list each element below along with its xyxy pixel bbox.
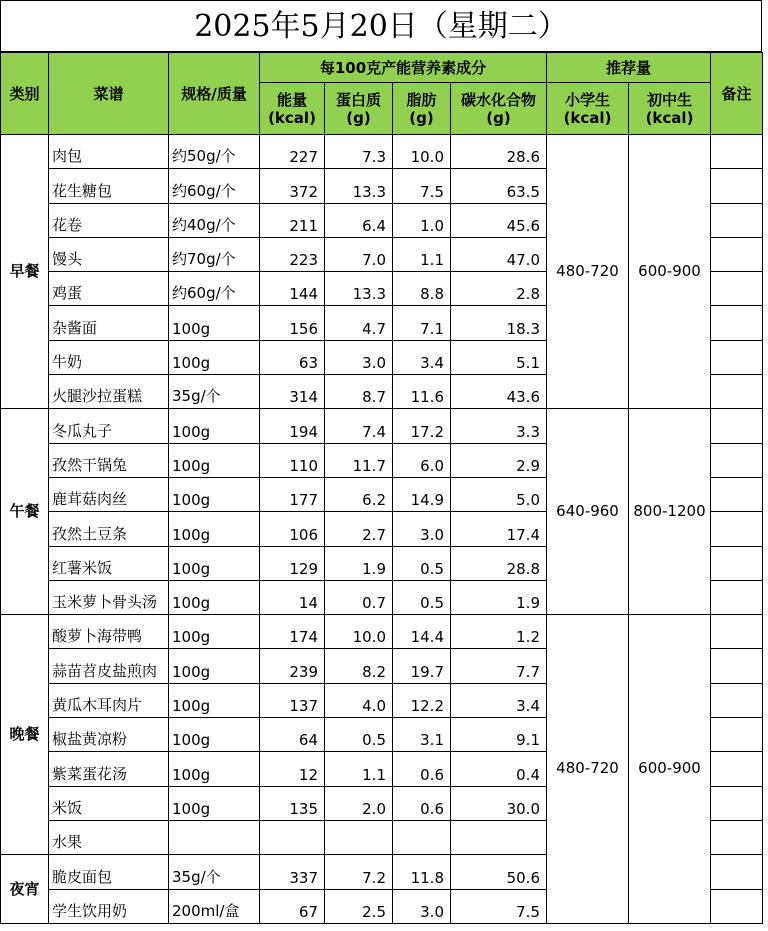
- energy-cell: 110: [260, 443, 325, 477]
- fat-cell: 6.0: [393, 443, 451, 477]
- note-cell: [711, 649, 763, 683]
- protein-cell: 6.2: [325, 477, 393, 511]
- fat-cell: 3.4: [393, 340, 451, 374]
- note-cell: [711, 546, 763, 580]
- protein-cell: 4.0: [325, 683, 393, 717]
- carb-cell: 1.2: [451, 615, 547, 649]
- carb-cell: 7.5: [451, 889, 547, 923]
- protein-cell: 7.2: [325, 855, 393, 889]
- carb-cell: [451, 820, 547, 854]
- spec-cell: 100g: [169, 683, 260, 717]
- energy-cell: 227: [260, 135, 325, 169]
- protein-cell: 2.5: [325, 889, 393, 923]
- fat-cell: 8.8: [393, 272, 451, 306]
- dish-name-cell: 冬瓜丸子: [49, 409, 169, 443]
- carb-cell: 30.0: [451, 786, 547, 820]
- spec-cell: [169, 820, 260, 854]
- dish-name-cell: 紫菜蛋花汤: [49, 752, 169, 786]
- energy-cell: 67: [260, 889, 325, 923]
- dish-name-cell: 黄瓜木耳肉片: [49, 683, 169, 717]
- carb-cell: 63.5: [451, 169, 547, 203]
- fat-cell: 0.5: [393, 580, 451, 614]
- energy-cell: 135: [260, 786, 325, 820]
- protein-cell: 8.7: [325, 375, 393, 409]
- note-cell: [711, 683, 763, 717]
- note-cell: [711, 718, 763, 752]
- spec-cell: 100g: [169, 580, 260, 614]
- fat-cell: [393, 820, 451, 854]
- note-cell: [711, 203, 763, 237]
- fat-cell: 11.6: [393, 375, 451, 409]
- note-cell: [711, 889, 763, 923]
- carb-cell: 5.0: [451, 477, 547, 511]
- spec-cell: 100g: [169, 477, 260, 511]
- dish-name-cell: 花卷: [49, 203, 169, 237]
- header-spec: 规格/质量: [169, 53, 260, 135]
- carb-cell: 0.4: [451, 752, 547, 786]
- note-cell: [711, 615, 763, 649]
- carb-cell: 28.6: [451, 135, 547, 169]
- dish-name-cell: 鸡蛋: [49, 272, 169, 306]
- protein-cell: 6.4: [325, 203, 393, 237]
- carb-cell: 5.1: [451, 340, 547, 374]
- energy-cell: 223: [260, 237, 325, 271]
- category-cell: 晚餐: [1, 615, 49, 855]
- carb-cell: 9.1: [451, 718, 547, 752]
- header-nutrition-group: 每100克产能营养素成分: [260, 53, 547, 83]
- protein-cell: 1.1: [325, 752, 393, 786]
- protein-cell: 2.0: [325, 786, 393, 820]
- protein-cell: [325, 820, 393, 854]
- recommend-primary-cell: 640-960: [547, 409, 629, 615]
- protein-cell: 3.0: [325, 340, 393, 374]
- recommend-primary-cell: 480-720: [547, 615, 629, 924]
- note-cell: [711, 237, 763, 271]
- energy-cell: [260, 820, 325, 854]
- table-row: [1, 615, 763, 649]
- fat-cell: 11.8: [393, 855, 451, 889]
- carb-cell: 7.7: [451, 649, 547, 683]
- recommend-junior-cell: 800-1200: [629, 409, 711, 615]
- spec-cell: 100g: [169, 546, 260, 580]
- nutrition-table: [0, 52, 763, 924]
- dish-name-cell: 花生糖包: [49, 169, 169, 203]
- spec-cell: 100g: [169, 752, 260, 786]
- category-cell: 夜宵: [1, 855, 49, 924]
- spec-cell: 35g/个: [169, 375, 260, 409]
- spec-cell: 100g: [169, 786, 260, 820]
- spec-cell: 约60g/个: [169, 272, 260, 306]
- note-cell: [711, 855, 763, 889]
- note-cell: [711, 512, 763, 546]
- carb-cell: 3.4: [451, 683, 547, 717]
- dish-name-cell: 馒头: [49, 237, 169, 271]
- fat-cell: 3.0: [393, 512, 451, 546]
- carb-cell: 47.0: [451, 237, 547, 271]
- protein-cell: 4.7: [325, 306, 393, 340]
- dish-name-cell: 孜然土豆条: [49, 512, 169, 546]
- note-cell: [711, 443, 763, 477]
- spec-cell: 35g/个: [169, 855, 260, 889]
- header-protein: 蛋白质 (g): [325, 83, 393, 135]
- dish-name-cell: 肉包: [49, 135, 169, 169]
- spec-cell: 100g: [169, 512, 260, 546]
- energy-cell: 177: [260, 477, 325, 511]
- note-cell: [711, 340, 763, 374]
- carb-cell: 18.3: [451, 306, 547, 340]
- energy-cell: 337: [260, 855, 325, 889]
- spec-cell: 100g: [169, 615, 260, 649]
- spec-cell: 约40g/个: [169, 203, 260, 237]
- carb-cell: 45.6: [451, 203, 547, 237]
- energy-cell: 314: [260, 375, 325, 409]
- fat-cell: 1.1: [393, 237, 451, 271]
- carb-cell: 2.8: [451, 272, 547, 306]
- protein-cell: 13.3: [325, 169, 393, 203]
- carb-cell: 43.6: [451, 375, 547, 409]
- header-note: 备注: [711, 53, 763, 135]
- protein-cell: 7.4: [325, 409, 393, 443]
- spec-cell: 100g: [169, 409, 260, 443]
- protein-cell: 2.7: [325, 512, 393, 546]
- dish-name-cell: 蒜苗苕皮盐煎肉: [49, 649, 169, 683]
- protein-cell: 0.7: [325, 580, 393, 614]
- note-cell: [711, 786, 763, 820]
- energy-cell: 129: [260, 546, 325, 580]
- spec-cell: 200ml/盒: [169, 889, 260, 923]
- dish-name-cell: 米饭: [49, 786, 169, 820]
- note-cell: [711, 752, 763, 786]
- dish-name-cell: 孜然干锅兔: [49, 443, 169, 477]
- header-recommend-group: 推荐量: [547, 53, 711, 83]
- fat-cell: 14.9: [393, 477, 451, 511]
- protein-cell: 7.3: [325, 135, 393, 169]
- carb-cell: 50.6: [451, 855, 547, 889]
- fat-cell: 1.0: [393, 203, 451, 237]
- protein-cell: 1.9: [325, 546, 393, 580]
- protein-cell: 11.7: [325, 443, 393, 477]
- header-carb: 碳水化合物 (g): [451, 83, 547, 135]
- header-dish: 菜谱: [49, 53, 169, 135]
- spec-cell: 100g: [169, 340, 260, 374]
- dish-name-cell: 水果: [49, 820, 169, 854]
- spec-cell: 约50g/个: [169, 135, 260, 169]
- fat-cell: 19.7: [393, 649, 451, 683]
- header-primary: 小学生 (kcal): [547, 83, 629, 135]
- energy-cell: 156: [260, 306, 325, 340]
- table-body: [1, 135, 763, 924]
- fat-cell: 0.6: [393, 752, 451, 786]
- recommend-primary-cell: 480-720: [547, 135, 629, 409]
- protein-cell: 13.3: [325, 272, 393, 306]
- note-cell: [711, 409, 763, 443]
- protein-cell: 10.0: [325, 615, 393, 649]
- note-cell: [711, 477, 763, 511]
- energy-cell: 137: [260, 683, 325, 717]
- fat-cell: 0.5: [393, 546, 451, 580]
- note-cell: [711, 820, 763, 854]
- energy-cell: 144: [260, 272, 325, 306]
- dish-name-cell: 玉米萝卜骨头汤: [49, 580, 169, 614]
- spec-cell: 约60g/个: [169, 169, 260, 203]
- fat-cell: 7.5: [393, 169, 451, 203]
- header-category: 类别: [1, 53, 49, 135]
- dish-name-cell: 鹿茸菇肉丝: [49, 477, 169, 511]
- dish-name-cell: 火腿沙拉蛋糕: [49, 375, 169, 409]
- fat-cell: 3.1: [393, 718, 451, 752]
- energy-cell: 174: [260, 615, 325, 649]
- energy-cell: 63: [260, 340, 325, 374]
- carb-cell: 1.9: [451, 580, 547, 614]
- spec-cell: 100g: [169, 306, 260, 340]
- fat-cell: 10.0: [393, 135, 451, 169]
- fat-cell: 3.0: [393, 889, 451, 923]
- energy-cell: 239: [260, 649, 325, 683]
- note-cell: [711, 272, 763, 306]
- category-cell: 午餐: [1, 409, 49, 615]
- header-junior: 初中生 (kcal): [629, 83, 711, 135]
- spec-cell: 100g: [169, 718, 260, 752]
- dish-name-cell: 脆皮面包: [49, 855, 169, 889]
- note-cell: [711, 580, 763, 614]
- energy-cell: 14: [260, 580, 325, 614]
- spec-cell: 100g: [169, 443, 260, 477]
- dish-name-cell: 椒盐黄凉粉: [49, 718, 169, 752]
- table-row: [1, 135, 763, 169]
- dish-name-cell: 牛奶: [49, 340, 169, 374]
- dish-name-cell: 红薯米饭: [49, 546, 169, 580]
- dish-name-cell: 酸萝卜海带鸭: [49, 615, 169, 649]
- recommend-junior-cell: 600-900: [629, 615, 711, 924]
- header-energy: 能量 (kcal): [260, 83, 325, 135]
- carb-cell: 17.4: [451, 512, 547, 546]
- note-cell: [711, 135, 763, 169]
- spec-cell: 100g: [169, 649, 260, 683]
- dish-name-cell: 学生饮用奶: [49, 889, 169, 923]
- energy-cell: 12: [260, 752, 325, 786]
- protein-cell: 8.2: [325, 649, 393, 683]
- protein-cell: 0.5: [325, 718, 393, 752]
- energy-cell: 106: [260, 512, 325, 546]
- fat-cell: 12.2: [393, 683, 451, 717]
- category-cell: 早餐: [1, 135, 49, 409]
- energy-cell: 194: [260, 409, 325, 443]
- spec-cell: 约70g/个: [169, 237, 260, 271]
- recommend-junior-cell: 600-900: [629, 135, 711, 409]
- carb-cell: 28.8: [451, 546, 547, 580]
- note-cell: [711, 169, 763, 203]
- energy-cell: 211: [260, 203, 325, 237]
- energy-cell: 372: [260, 169, 325, 203]
- dish-name-cell: 杂酱面: [49, 306, 169, 340]
- fat-cell: 17.2: [393, 409, 451, 443]
- carb-cell: 2.9: [451, 443, 547, 477]
- note-cell: [711, 306, 763, 340]
- fat-cell: 0.6: [393, 786, 451, 820]
- note-cell: [711, 375, 763, 409]
- energy-cell: 64: [260, 718, 325, 752]
- fat-cell: 7.1: [393, 306, 451, 340]
- carb-cell: 3.3: [451, 409, 547, 443]
- page-title: 2025年5月20日（星期二）: [0, 0, 762, 52]
- protein-cell: 7.0: [325, 237, 393, 271]
- table-row: [1, 409, 763, 443]
- fat-cell: 14.4: [393, 615, 451, 649]
- header-fat: 脂肪 (g): [393, 83, 451, 135]
